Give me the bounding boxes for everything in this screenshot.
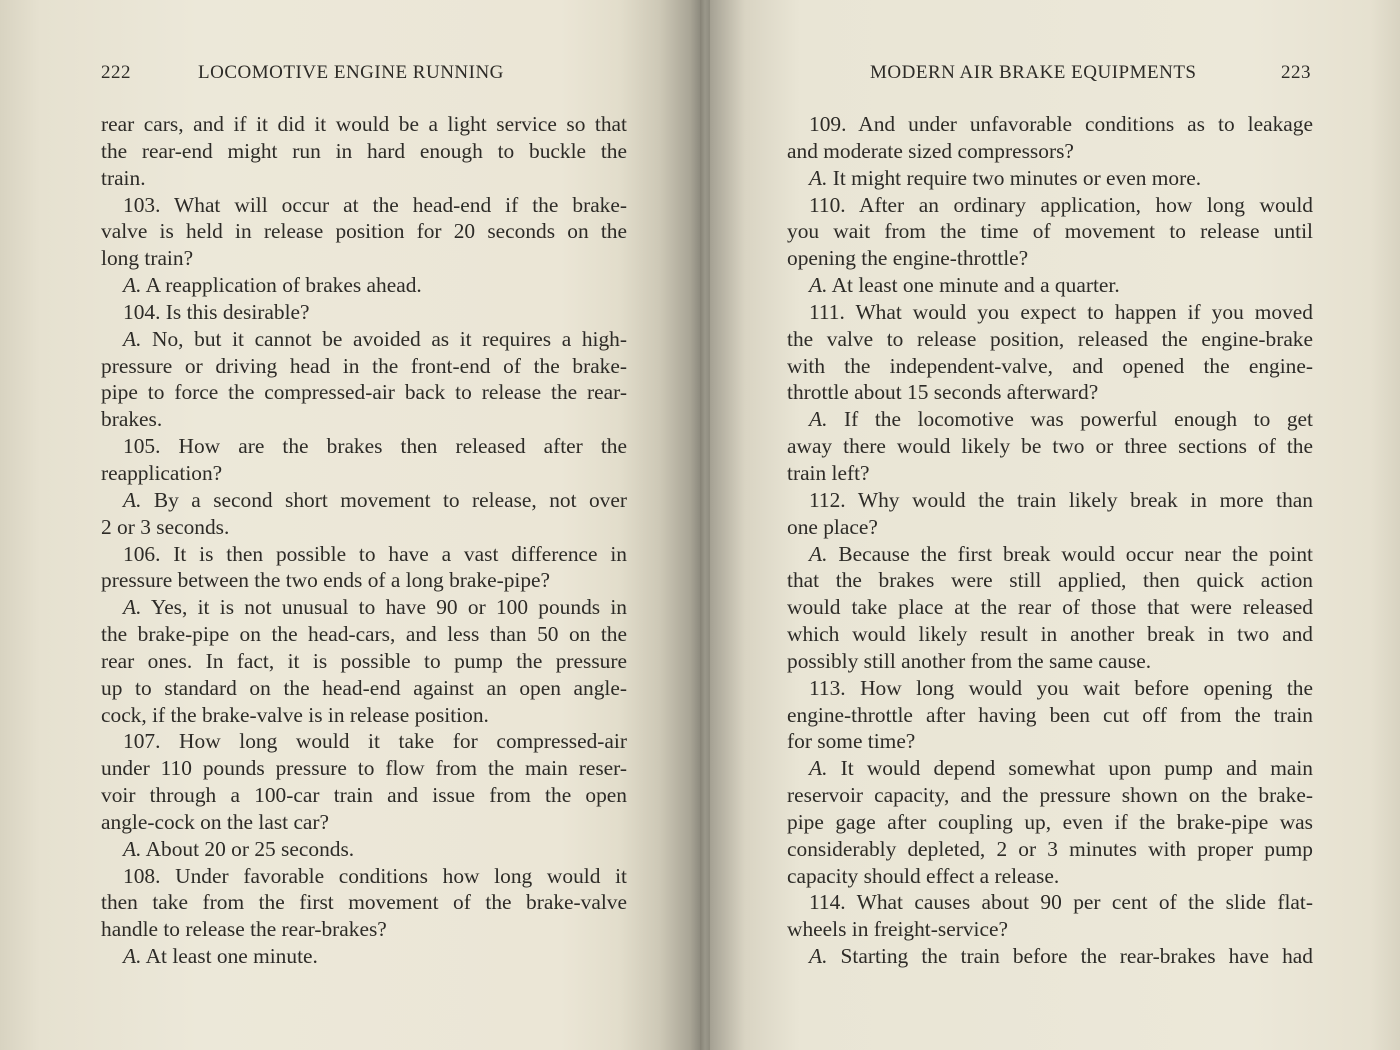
text-line <box>101 836 627 863</box>
text-line: pipe gage after coupling up, even if the brake-pipe was <box>787 809 1313 834</box>
text-line: away there would likely be two or three sections of the <box>787 434 1313 459</box>
line-text: About 20 or 25 seconds. <box>141 836 355 861</box>
answer-label: A. <box>123 487 142 512</box>
text-line <box>787 406 1313 433</box>
text-line: 105. How are the brakes then released after the <box>123 434 627 459</box>
text-line: the rear-end might run in hard enough to buckle the <box>101 138 627 163</box>
line-text: By a second short movement to release, not over <box>141 487 627 512</box>
text-line: then take from the first movement of the brake-valve <box>101 890 627 915</box>
text-line: throttle about 15 seconds afterward? <box>787 380 1099 405</box>
text-line: for some time? <box>787 729 916 754</box>
answer-label: A. <box>123 595 142 620</box>
answer-label: A. <box>809 944 828 969</box>
text-line: rear ones. In fact, it is possible to pump the pressure <box>101 648 627 673</box>
text-line: one place? <box>787 514 878 539</box>
answer-label: A. <box>123 836 142 861</box>
text-line: the valve to release position, released the engine-brake <box>787 326 1313 351</box>
answer-label: A. <box>123 326 142 351</box>
text-line: 108. Under favorable conditions how long would it <box>123 863 627 888</box>
answer-label: A. <box>809 273 828 298</box>
text-line: voir through a 100-car train and issue from the open <box>101 783 627 808</box>
text-line: would take place at the rear of those that were released <box>787 595 1313 620</box>
text-line: 113. How long would you wait before opening the <box>809 675 1313 700</box>
text-line: 114. What causes about 90 per cent of the slide flat- <box>809 890 1313 915</box>
line-text: If the locomotive was powerful enough to get <box>827 407 1313 432</box>
text-line: angle-cock on the last car? <box>101 809 330 834</box>
text-line: 104. Is this desirable? <box>123 299 310 324</box>
text-line <box>787 943 1313 970</box>
text-line: 109. And under unfavorable conditions as to leakage <box>809 112 1313 136</box>
line-text: At least one minute and a quarter. <box>827 273 1120 298</box>
text-line <box>101 487 627 514</box>
text-line: pressure or driving head in the front-end of the brake- <box>101 353 627 378</box>
text-line: with the independent-valve, and opened the engine- <box>787 353 1313 378</box>
text-line: possibly still another from the same cause. <box>787 648 1152 673</box>
text-line: 112. Why would the train likely break in more than <box>809 487 1313 512</box>
text-line: 110. After an ordinary application, how long would <box>809 192 1313 217</box>
text-line: and moderate sized compressors? <box>787 138 1074 163</box>
book-gutter <box>700 0 710 1050</box>
line-text: It might require two minutes or even more. <box>827 165 1202 190</box>
text-line: rear cars, and if it did it would be a light service so that <box>101 112 627 136</box>
text-line: long train? <box>101 246 194 271</box>
line-text: Starting the train before the rear-brakes have had <box>827 944 1313 969</box>
text-line: cock, if the brake-valve is in release position. <box>101 702 489 727</box>
text-line: under 110 pounds pressure to flow from the main reser- <box>101 756 627 781</box>
text-line: handle to release the rear-brakes? <box>101 917 387 942</box>
text-line: reservoir capacity, and the pressure shown on the brake- <box>787 783 1313 808</box>
page-number: 223 <box>1281 62 1311 83</box>
page-text <box>101 111 627 970</box>
text-line <box>787 755 1313 782</box>
running-title: MODERN AIR BRAKE EQUIPMENTS <box>870 62 1197 83</box>
text-line <box>787 165 1313 192</box>
line-text: Yes, it is not unusual to have 90 or 100 pounds in <box>141 595 627 620</box>
text-line: engine-throttle after having been cut off from the train <box>787 702 1313 727</box>
text-line: which would likely result in another break in two and <box>787 622 1313 647</box>
line-text: A reapplication of brakes ahead. <box>141 273 422 298</box>
answer-label: A. <box>809 541 828 566</box>
running-head-left <box>101 62 627 88</box>
running-head-right <box>787 62 1313 88</box>
text-line: 111. What would you expect to happen if you moved <box>809 299 1313 324</box>
text-line <box>101 272 627 299</box>
text-line: considerably depleted, 2 or 3 minutes with proper pump <box>787 836 1313 861</box>
text-line <box>787 541 1313 568</box>
page-number: 222 <box>101 62 131 83</box>
text-line: 107. How long would it take for compressed-air <box>123 729 627 754</box>
text-line: train. <box>101 165 146 190</box>
answer-label: A. <box>123 944 142 969</box>
text-line: 2 or 3 seconds. <box>101 514 230 539</box>
answer-label: A. <box>809 165 828 190</box>
text-line <box>787 272 1313 299</box>
line-text: At least one minute. <box>141 944 318 969</box>
text-line: wheels in freight-service? <box>787 917 1008 942</box>
answer-label: A. <box>809 756 828 781</box>
text-line: valve is held in release position for 20 seconds on the <box>101 219 627 244</box>
text-line: capacity should effect a release. <box>787 863 1060 888</box>
text-line: pipe to force the compressed-air back to release the rear- <box>101 380 627 405</box>
text-line: you wait from the time of movement to release until <box>787 219 1313 244</box>
answer-label: A. <box>809 407 828 432</box>
text-line: reapplication? <box>101 460 223 485</box>
line-text: No, but it cannot be avoided as it requires a high- <box>141 326 627 351</box>
text-line: the brake-pipe on the head-cars, and less than 50 on the <box>101 622 627 647</box>
text-line: brakes. <box>101 407 163 432</box>
text-line: pressure between the two ends of a long brake-pipe? <box>101 568 551 593</box>
running-title: LOCOMOTIVE ENGINE RUNNING <box>198 62 504 83</box>
text-line <box>101 943 627 970</box>
text-line: opening the engine-throttle? <box>787 246 1029 271</box>
text-line <box>101 326 627 353</box>
text-line: 106. It is then possible to have a vast difference in <box>123 541 627 566</box>
answer-label: A. <box>123 273 142 298</box>
page-text <box>787 111 1313 970</box>
line-text: Because the first break would occur near the point <box>827 541 1313 566</box>
text-line: 103. What will occur at the head-end if the brake- <box>123 192 627 217</box>
text-line: that the brakes were still applied, then quick action <box>787 568 1313 593</box>
text-line: train left? <box>787 460 870 485</box>
line-text: It would depend somewhat upon pump and main <box>827 756 1313 781</box>
text-line: up to standard on the head-end against an open angle- <box>101 675 627 700</box>
text-line <box>101 594 627 621</box>
